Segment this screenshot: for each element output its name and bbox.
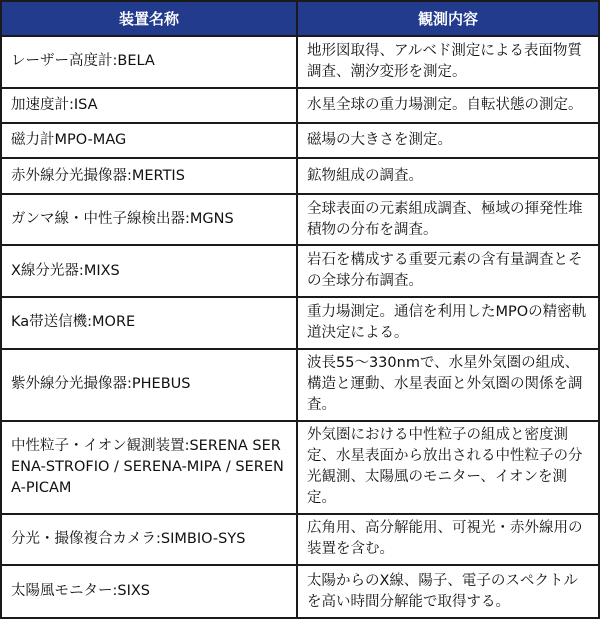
- instrument-name: 分光・撮像複合カメラ:SIMBIO-SYS: [2, 514, 297, 566]
- table-row: [2, 123, 598, 158]
- observation-content: 広角用、高分解能用、可視光・赤外線用の装置を含む。: [297, 514, 598, 566]
- instrument-name: 紫外線分光撮像器:PHEBUS: [2, 349, 297, 421]
- observation-content: 岩石を構成する重要元素の含有量調査とその全球分布調査。: [297, 245, 598, 297]
- observation-content: 磁場の大きさを測定。: [297, 123, 598, 158]
- instrument-name: 赤外線分光撮像器:MERTIS: [2, 158, 297, 193]
- table-row: [2, 349, 598, 421]
- header-observation: 観測内容: [297, 2, 598, 36]
- table-row: [2, 421, 598, 514]
- table-row: [2, 565, 598, 617]
- observation-content: 外気圏における中性粒子の組成と密度測定、水星表面から放出される中性粒子の分光観測、太陽風のモニター、イオンを測定。: [297, 421, 598, 514]
- instrument-name: 太陽風モニター:SIXS: [2, 565, 297, 617]
- instrument-name: 中性粒子・イオン観測装置:SERENA SERENA-STROFIO / SERENA-MIPA / SERENA-PICAM: [2, 421, 297, 514]
- header-instrument-name: 装置名称: [2, 2, 297, 36]
- table-header-row: [2, 2, 598, 36]
- table-row: [2, 88, 598, 123]
- instrument-name: レーザー高度計:BELA: [2, 36, 297, 88]
- table-row: [2, 297, 598, 349]
- instrument-name: X線分光器:MIXS: [2, 245, 297, 297]
- instrument-name: 加速度計:ISA: [2, 88, 297, 123]
- table-row: [2, 514, 598, 566]
- instrument-name: 磁力計MPO-MAG: [2, 123, 297, 158]
- observation-content: 重力場測定。通信を利用したMPOの精密軌道決定による。: [297, 297, 598, 349]
- observation-content: 全球表面の元素組成調査、極域の揮発性堆積物の分布を調査。: [297, 194, 598, 246]
- table-row: [2, 36, 598, 88]
- table-row: [2, 245, 598, 297]
- table-row: [2, 158, 598, 193]
- observation-content: 鉱物組成の調査。: [297, 158, 598, 193]
- table-row: [2, 194, 598, 246]
- observation-content: 水星全球の重力場測定。自転状態の測定。: [297, 88, 598, 123]
- observation-content: 地形図取得、アルベド測定による表面物質調査、潮汐変形を測定。: [297, 36, 598, 88]
- instrument-name: Ka帯送信機:MORE: [2, 297, 297, 349]
- observation-content: 波長55〜330nmで、水星外気圏の組成、構造と運動、水星表面と外気圏の関係を調査。: [297, 349, 598, 421]
- instrument-table: [2, 2, 598, 617]
- instrument-name: ガンマ線・中性子線検出器:MGNS: [2, 194, 297, 246]
- observation-content: 太陽からのX線、陽子、電子のスペクトルを高い時間分解能で取得する。: [307, 572, 578, 610]
